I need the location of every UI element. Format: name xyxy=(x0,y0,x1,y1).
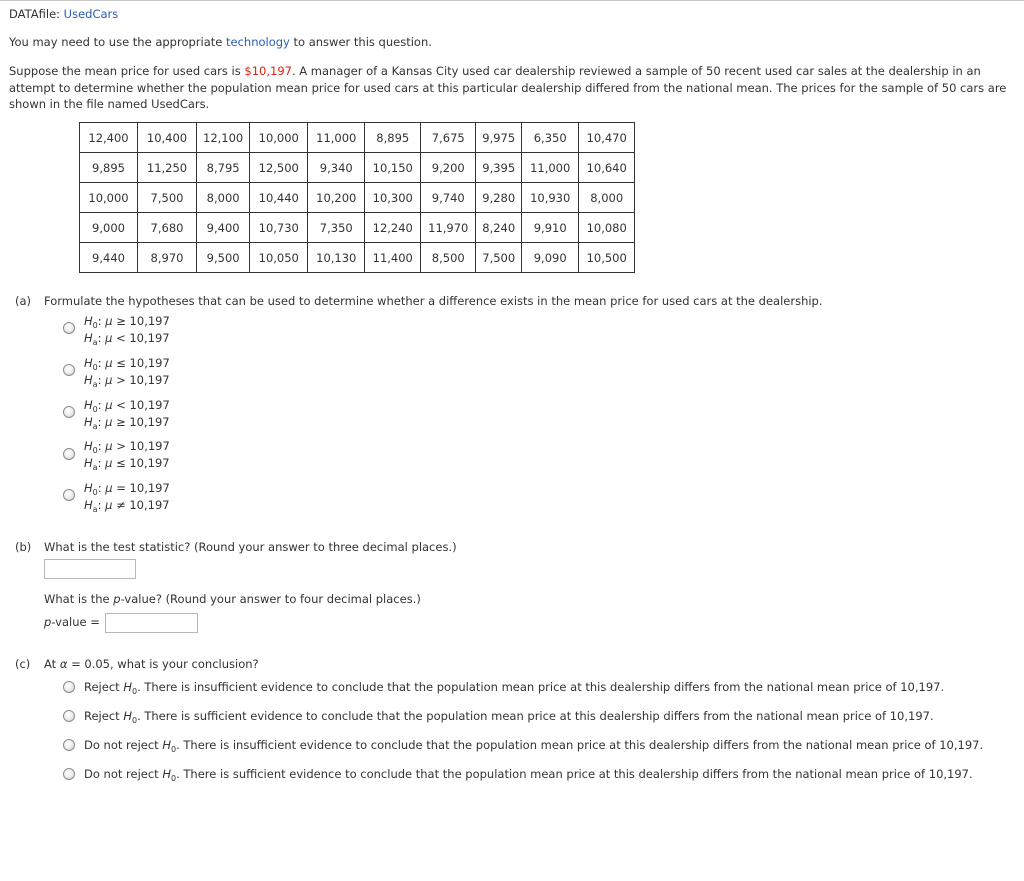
table-cell: 8,895 xyxy=(365,123,421,153)
table-cell: 10,470 xyxy=(579,123,635,153)
pvalue-question xyxy=(44,592,421,606)
table-cell: 7,675 xyxy=(421,123,476,153)
table-cell: 8,000 xyxy=(197,183,250,213)
hypothesis-option-radio[interactable] xyxy=(63,489,75,501)
pvalue-label xyxy=(44,615,100,629)
alternative-hypothesis: $H_a$: μ < 10,197 xyxy=(84,331,170,347)
pvalue-q-before: What is the xyxy=(44,592,114,606)
sample-prices-table xyxy=(79,122,635,273)
conclusion-option[interactable]: Reject $H_0$. There is sufficient evidence to conclude that the population mean price at this dealership differs from the national mean price of 10,197. xyxy=(84,709,934,725)
table-cell: 9,400 xyxy=(197,213,250,243)
part-b-label: (b) xyxy=(15,540,32,554)
null-hypothesis: $H_0$: μ > 10,197 xyxy=(84,439,170,455)
table-cell: 9,200 xyxy=(421,153,476,183)
table-cell: 10,200 xyxy=(308,183,365,213)
table-cell: 11,250 xyxy=(138,153,197,183)
problem-text-2: . A manager of a Kansas City used car dealership reviewed a sample of 50 recent used car sales at the dealership in an attempt to determine whether the population mean price for used cars at this particular dealership differed from the national mean. The prices for the sample of 50 cars are shown in the file named UsedCars. xyxy=(9,64,1007,111)
table-cell: 10,730 xyxy=(250,213,308,243)
alternative-hypothesis: $H_a$: μ ≠ 10,197 xyxy=(84,498,170,514)
table-cell: 9,280 xyxy=(476,183,522,213)
technology-note xyxy=(9,35,432,49)
table-cell: 9,500 xyxy=(197,243,250,273)
table-cell: 9,395 xyxy=(476,153,522,183)
table-cell: 8,000 xyxy=(579,183,635,213)
table-cell: 7,500 xyxy=(138,183,197,213)
table-cell: 11,400 xyxy=(365,243,421,273)
table-cell: 12,500 xyxy=(250,153,308,183)
table-cell: 10,080 xyxy=(579,213,635,243)
table-cell: 9,440 xyxy=(80,243,138,273)
table-cell: 12,400 xyxy=(80,123,138,153)
alternative-hypothesis: $H_a$: μ > 10,197 xyxy=(84,373,170,389)
hypothesis-option[interactable] xyxy=(84,480,170,514)
hypothesis-option-radio[interactable] xyxy=(63,406,75,418)
pvalue-label-text: -value = xyxy=(51,615,100,629)
null-hypothesis: $H_0$: μ < 10,197 xyxy=(84,398,170,414)
table-row xyxy=(80,123,635,153)
table-cell: 8,795 xyxy=(197,153,250,183)
conclusion-option[interactable]: Reject $H_0$. There is insufficient evidence to conclude that the population mean price at this dealership differs from the national mean price of 10,197. xyxy=(84,680,945,696)
table-cell: 10,000 xyxy=(80,183,138,213)
null-hypothesis: $H_0$: μ ≥ 10,197 xyxy=(84,314,170,330)
hypothesis-option[interactable] xyxy=(84,313,170,347)
table-cell: 8,970 xyxy=(138,243,197,273)
intro-text-end: to answer this question. xyxy=(289,35,432,49)
table-cell: 6,350 xyxy=(522,123,579,153)
pvalue-input[interactable] xyxy=(105,613,198,633)
pvalue-label-p: p xyxy=(44,615,52,629)
part-c-label: (c) xyxy=(15,657,31,671)
alternative-hypothesis: $H_a$: μ ≤ 10,197 xyxy=(84,456,170,472)
table-cell: 10,500 xyxy=(579,243,635,273)
table-cell: 11,000 xyxy=(308,123,365,153)
table-row xyxy=(80,183,635,213)
table-row xyxy=(80,243,635,273)
table-cell: 7,500 xyxy=(476,243,522,273)
table-cell: 8,500 xyxy=(421,243,476,273)
table-cell: 10,640 xyxy=(579,153,635,183)
datafile-link[interactable]: UsedCars xyxy=(63,7,119,21)
table-cell: 9,740 xyxy=(421,183,476,213)
table-cell: 9,975 xyxy=(476,123,522,153)
table-cell: 9,895 xyxy=(80,153,138,183)
conclusion-option[interactable]: Do not reject $H_0$. There is sufficient evidence to conclude that the population mean price at this dealership differs from the national mean price of 10,197. xyxy=(84,767,973,783)
table-cell: 12,100 xyxy=(197,123,250,153)
conclusion-option-radio[interactable] xyxy=(63,739,75,751)
problem-text-1: Suppose the mean price for used cars is xyxy=(9,64,245,78)
part-c-question xyxy=(44,657,259,671)
table-cell: 9,000 xyxy=(80,213,138,243)
table-cell: 10,300 xyxy=(365,183,421,213)
table-row xyxy=(80,153,635,183)
part-b-question: What is the test statistic? (Round your answer to three decimal places.) xyxy=(44,540,457,554)
table-cell: 7,350 xyxy=(308,213,365,243)
table-cell: 12,240 xyxy=(365,213,421,243)
pvalue-q-p: p xyxy=(113,592,121,606)
part-c-q-after: = 0.05, what is your conclusion? xyxy=(67,657,259,671)
alpha-symbol: α xyxy=(59,657,68,671)
table-cell: 10,400 xyxy=(138,123,197,153)
pvalue-q-after: -value? (Round your answer to four decimal places.) xyxy=(120,592,421,606)
table-cell: 10,130 xyxy=(308,243,365,273)
national-mean-price: $10,197 xyxy=(244,64,292,78)
table-cell: 9,910 xyxy=(522,213,579,243)
technology-link[interactable]: technology xyxy=(226,35,290,49)
hypothesis-option[interactable] xyxy=(84,355,170,389)
part-a-question: Formulate the hypotheses that can be used to determine whether a difference exists in the mean price for used cars at the dealership. xyxy=(44,294,823,308)
datafile-prefix: DATAfile: xyxy=(9,7,64,21)
hypothesis-option-radio[interactable] xyxy=(63,448,75,460)
table-cell: 8,240 xyxy=(476,213,522,243)
datafile-line xyxy=(9,7,118,21)
conclusion-option-radio[interactable] xyxy=(63,710,75,722)
table-cell: 11,000 xyxy=(522,153,579,183)
null-hypothesis: $H_0$: μ = 10,197 xyxy=(84,481,170,497)
table-cell: 11,970 xyxy=(421,213,476,243)
table-cell: 7,680 xyxy=(138,213,197,243)
conclusion-option-radio[interactable] xyxy=(63,768,75,780)
test-statistic-input[interactable] xyxy=(44,559,136,579)
table-cell: 10,150 xyxy=(365,153,421,183)
conclusion-option[interactable]: Do not reject $H_0$. There is insufficient evidence to conclude that the population mean price at this dealership differs from the national mean price of 10,197. xyxy=(84,738,984,754)
table-cell: 10,000 xyxy=(250,123,308,153)
alternative-hypothesis: $H_a$: μ ≥ 10,197 xyxy=(84,415,170,431)
top-divider xyxy=(0,0,1024,1)
conclusion-option-radio[interactable] xyxy=(63,681,75,693)
hypothesis-option[interactable] xyxy=(84,438,170,472)
hypothesis-option[interactable] xyxy=(84,397,170,431)
part-c-q-before: At xyxy=(44,657,60,671)
table-cell: 10,440 xyxy=(250,183,308,213)
hypothesis-option-radio[interactable] xyxy=(63,364,75,376)
intro-text: You may need to use the appropriate xyxy=(9,35,226,49)
table-row xyxy=(80,213,635,243)
hypothesis-option-radio[interactable] xyxy=(63,322,75,334)
table-cell: 9,340 xyxy=(308,153,365,183)
null-hypothesis: $H_0$: μ ≤ 10,197 xyxy=(84,356,170,372)
part-a-label: (a) xyxy=(15,294,32,308)
table-cell: 10,930 xyxy=(522,183,579,213)
problem-statement xyxy=(9,63,1014,113)
table-cell: 9,090 xyxy=(522,243,579,273)
table-cell: 10,050 xyxy=(250,243,308,273)
